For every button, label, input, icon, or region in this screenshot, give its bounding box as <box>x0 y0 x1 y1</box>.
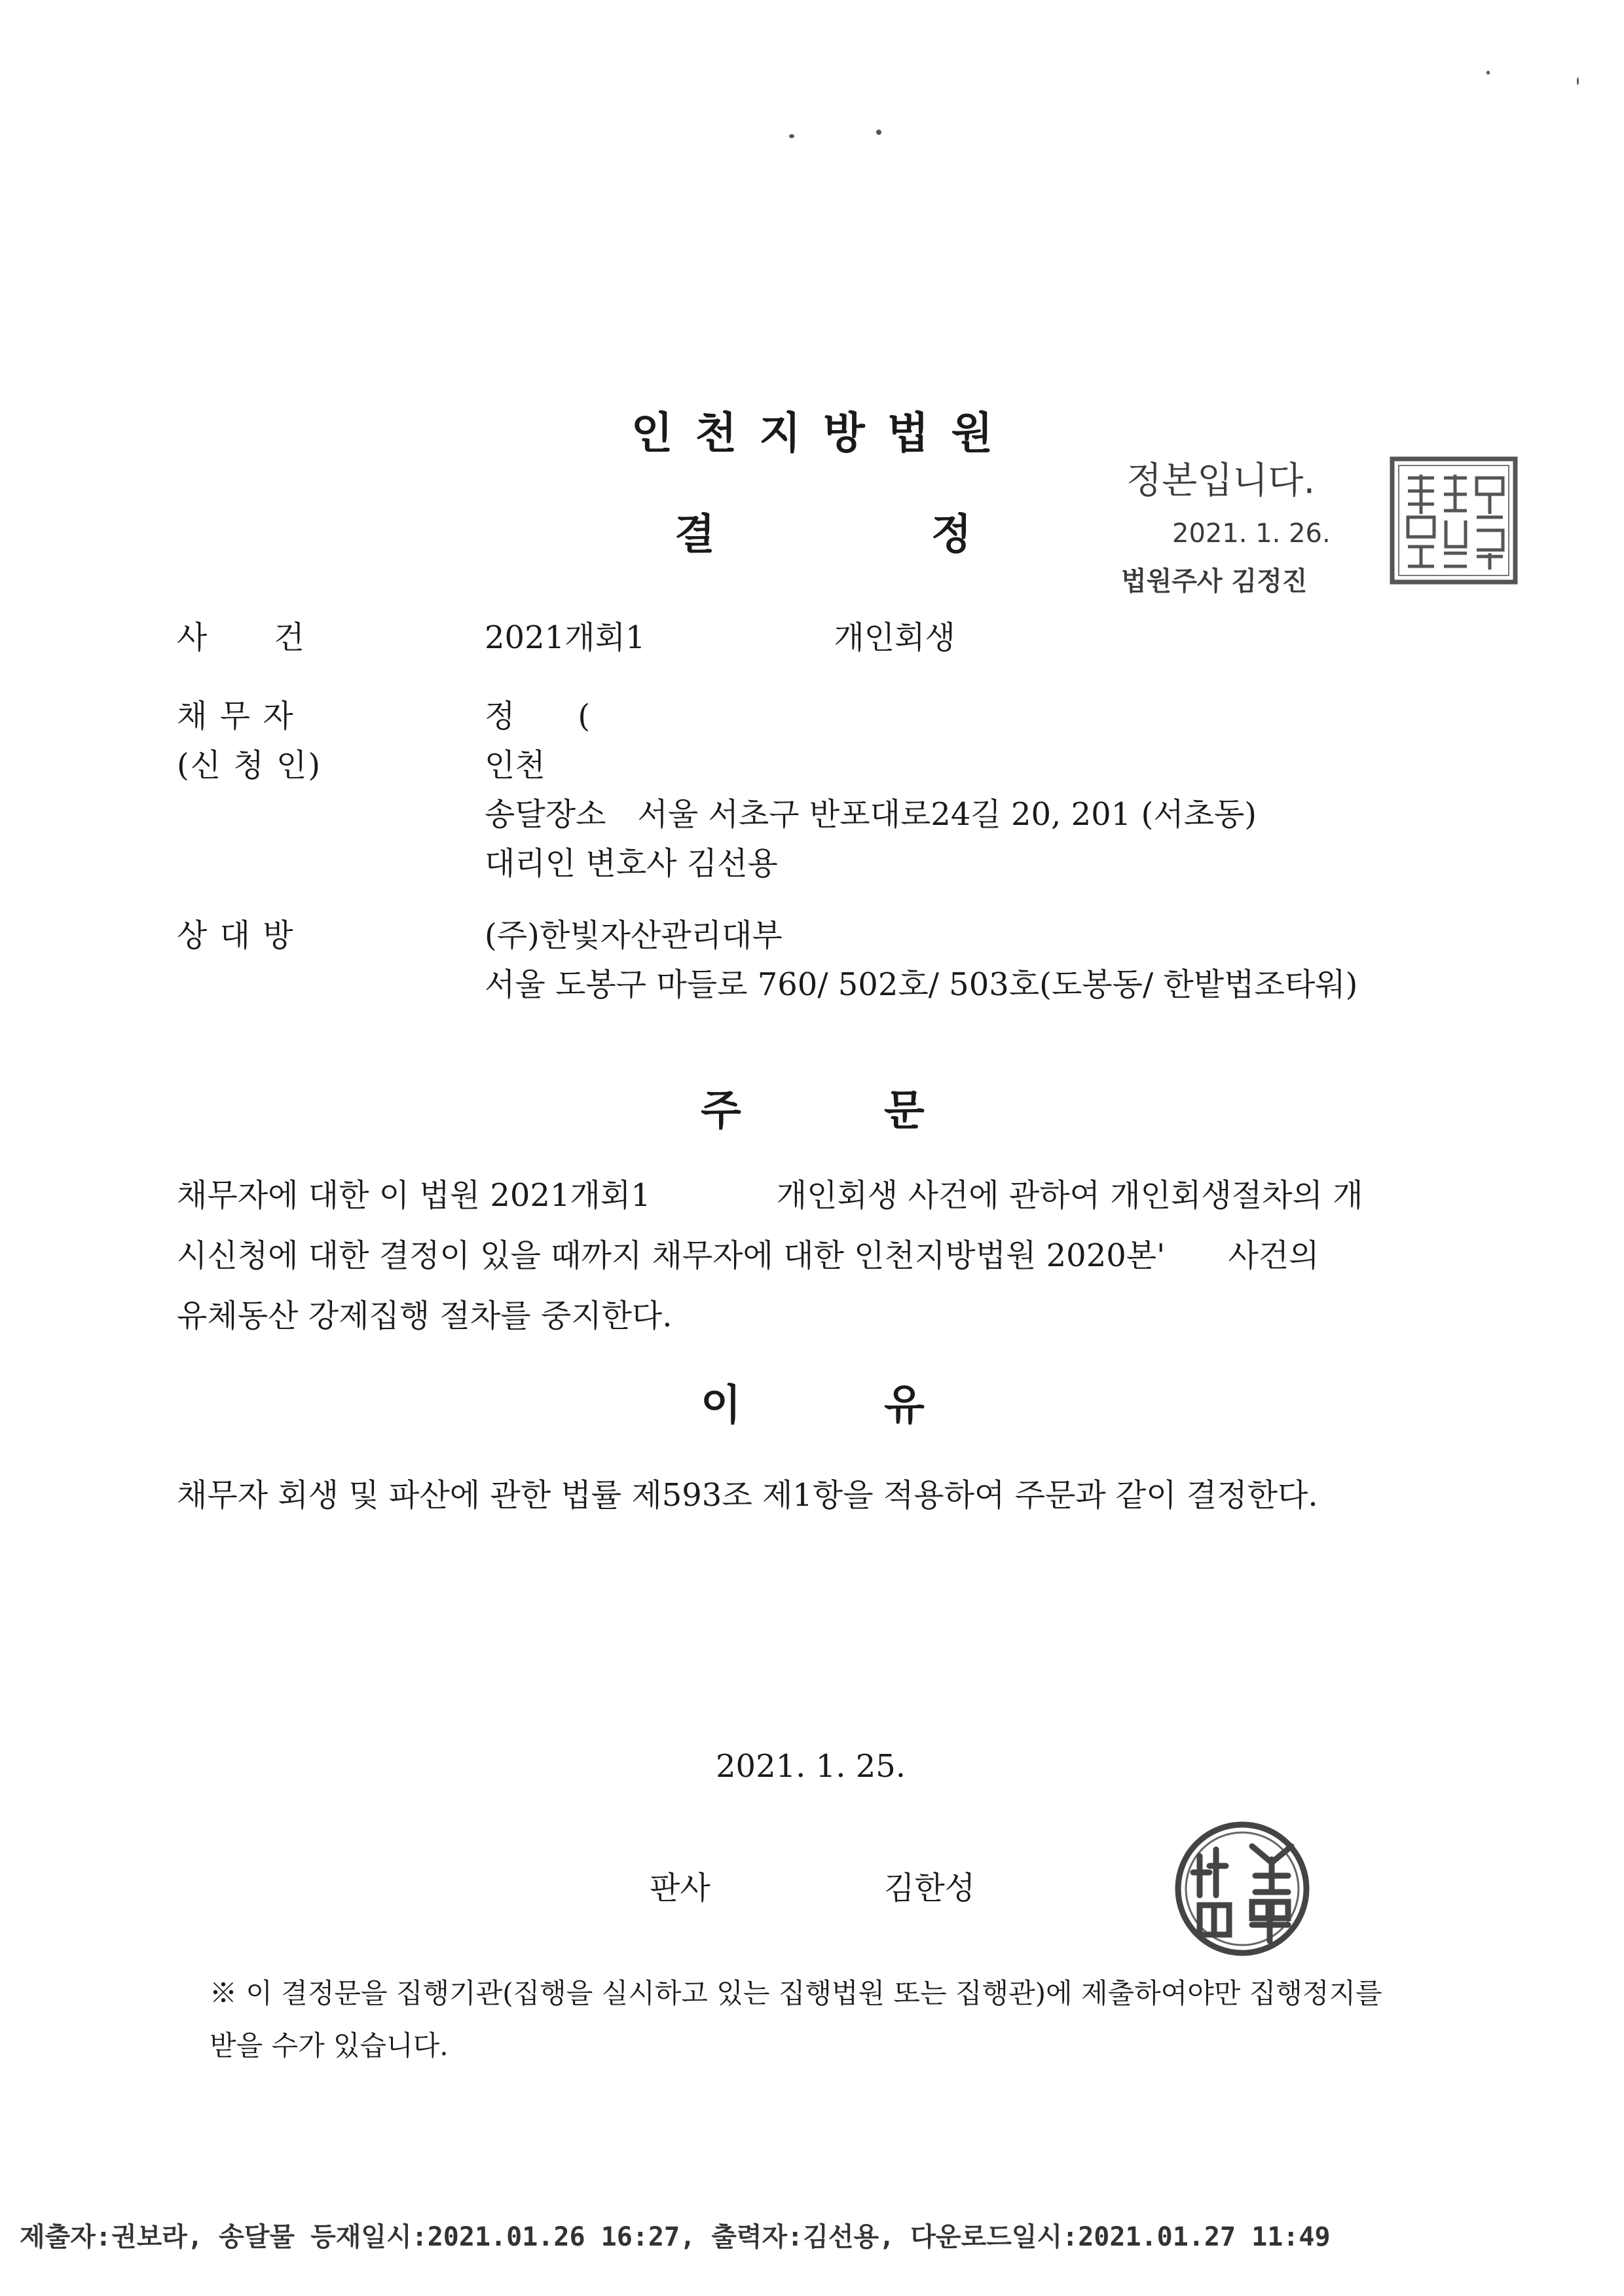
order-heading-1: 주 <box>701 1087 741 1135</box>
scan-speck <box>1577 77 1579 85</box>
order-line: 채무자에 대한 이 법원 2021개회1 개인회생 사건에 관하여 개인회생절차의 개 <box>177 1177 1363 1214</box>
decision-date: 2021. 1. 25. <box>716 1748 906 1785</box>
case-number: 2021개회1 개인회생 <box>485 619 955 656</box>
court-seal <box>1388 455 1519 586</box>
debtor-agent: 대리인 변호사 김선용 <box>485 845 778 882</box>
certification-date: 2021. 1. 26. <box>1172 519 1331 549</box>
doc-type-text: 결정 <box>674 511 1188 559</box>
debtor-address: 인천 <box>485 747 545 784</box>
counterparty-address: 서울 도봉구 마들로 760/ 502호/ 503호(도봉동/ 한밭법조타워) <box>485 966 1358 1003</box>
applicant-label: (신 청 인) <box>177 747 322 784</box>
debtor-name: 정 ( <box>485 698 591 735</box>
download-footer: 제출자:권보라, 송달물 등재일시:2021.01.26 16:27, 출력자:김선용, 다운로드일시:2021.01.27 11:49 <box>20 2222 1331 2252</box>
reason-heading-2: 유 <box>884 1381 925 1430</box>
certification-clerk: 법원주사 김정진 <box>1121 566 1308 596</box>
order-heading-2: 문 <box>884 1087 925 1135</box>
order-line: 시신청에 대한 결정이 있을 때까지 채무자에 대한 인천지방법원 2020본' 사건의 <box>177 1237 1320 1274</box>
notice-line-2: 받을 수가 있습니다. <box>210 2030 449 2062</box>
reason-heading-1: 이 <box>701 1381 741 1430</box>
counterparty-label: 상 대 방 <box>177 917 295 954</box>
service-address: 송달장소 서울 서초구 반포대로24길 20, 201 (서초동) <box>485 796 1257 833</box>
debtor-label: 채 무 자 <box>177 698 295 735</box>
scan-speck <box>1486 71 1490 75</box>
notice-line-1: ※ 이 결정문을 집행기관(집행을 실시하고 있는 집행법원 또는 집행관)에 제출하여야만 집행정지를 <box>210 1977 1382 2009</box>
judge-seal <box>1173 1820 1311 1958</box>
order-text <box>177 1165 1363 1346</box>
court-name: 인천지방법원 <box>631 408 1016 458</box>
order-line: 유체동산 강제집행 절차를 중지한다. <box>177 1298 673 1334</box>
scan-speck <box>876 130 881 135</box>
judge-name: 김한성 <box>884 1870 976 1906</box>
case-label: 사 건 <box>177 619 306 656</box>
certification-label: 정본입니다. <box>1126 460 1316 502</box>
reason-text: 채무자 회생 및 파산에 관한 법률 제593조 제1항을 적용하여 주문과 같이 결정한다. <box>177 1477 1318 1514</box>
counterparty-name: (주)한빛자산관리대부 <box>485 917 783 954</box>
scan-speck <box>789 134 794 138</box>
judge-title: 판사 <box>650 1870 710 1906</box>
doc-type-title <box>674 501 1188 561</box>
